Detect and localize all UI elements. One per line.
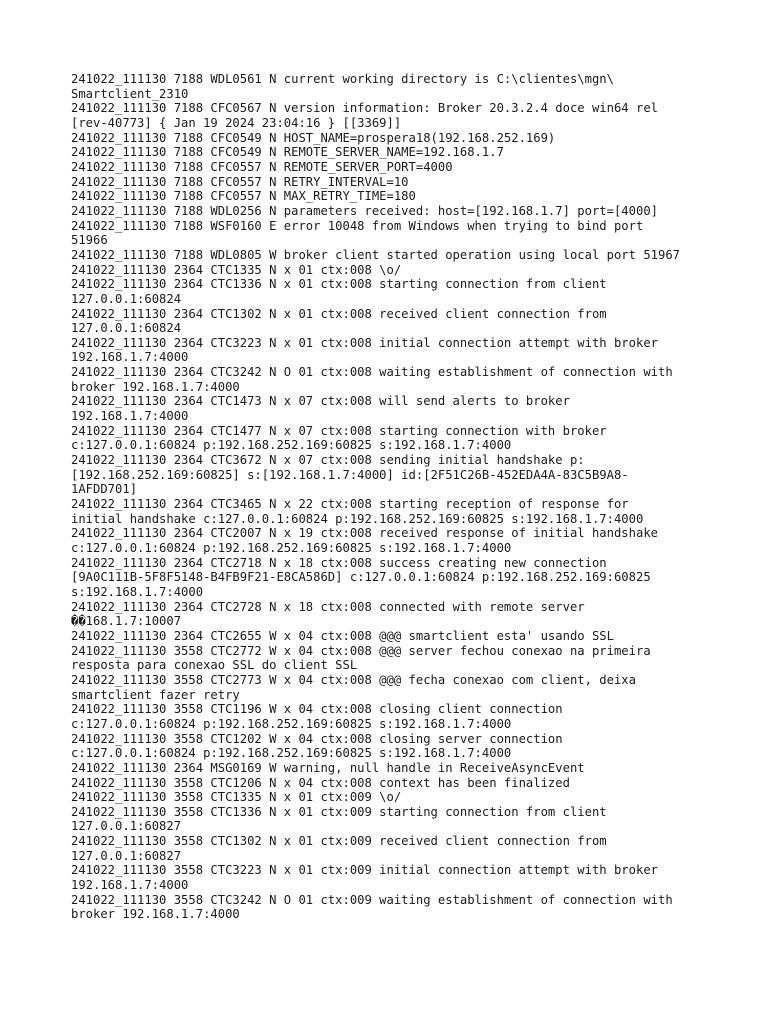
log-line: 241022_111130 7188 WDL0805 W broker client started operation using local port 51967 xyxy=(71,247,681,262)
log-line: 241022_111130 2364 CTC2007 N x 19 ctx:008 received response of initial handshake c:127.0.0.1:60824 p:192.168.252.169:60825 s:192.168.1.7:4000 xyxy=(71,526,658,555)
log-line: 241022_111130 2364 CTC2728 N x 18 ctx:008 connected with remote server ��168.1.7:10007 xyxy=(71,599,585,629)
log-line: 241022_111130 3558 CTC1336 N x 01 ctx:009 starting connection from client 127.0.0.1:60827 xyxy=(71,804,607,834)
log-line: 241022_111130 2364 MSG0169 W warning, null handle in ReceiveAsyncEvent xyxy=(71,760,585,775)
log-line: 241022_111130 3558 CTC1206 N x 04 ctx:008 context has been finalized xyxy=(71,775,570,790)
log-line: 241022_111130 7188 CFC0557 N RETRY_INTERVAL=10 xyxy=(71,174,409,189)
log-line: 241022_111130 2364 CTC1477 N x 07 ctx:008 starting connection with broker c:127.0.0.1:60824 p:192.168.252.169:60825 s:192.168.1.7:4000 xyxy=(71,423,607,453)
log-line: 241022_111130 3558 CTC2773 W x 04 ctx:008 @@@ fecha conexao com client, deixa smartclient fazer retry xyxy=(71,672,636,702)
log-line: 241022_111130 2364 CTC3242 N O 01 ctx:008 waiting establishment of connection with broker 192.168.1.7:4000 xyxy=(71,365,673,394)
log-line: 241022_111130 2364 CTC1335 N x 01 ctx:008 \o/ xyxy=(71,262,402,277)
log-line: 241022_111130 7188 CFC0567 N version information: Broker 20.3.2.4 doce win64 rel [rev-40773] { Jan 19 2024 23:04:16 } [[3369]] xyxy=(71,101,658,130)
log-document xyxy=(71,72,711,922)
log-line: 241022_111130 3558 CTC3242 N O 01 ctx:009 waiting establishment of connection with broker 192.168.1.7:4000 xyxy=(71,892,673,922)
log-line: 241022_111130 3558 CTC1302 N x 01 ctx:009 received client connection from 127.0.0.1:60827 xyxy=(71,834,607,863)
log-line: 241022_111130 2364 CTC2655 W x 04 ctx:008 @@@ smartclient esta' usando SSL xyxy=(71,628,614,643)
log-line: 241022_111130 7188 CFC0557 N MAX_RETRY_TIME=180 xyxy=(71,189,416,204)
log-line: 241022_111130 3558 CTC1335 N x 01 ctx:009 \o/ xyxy=(71,790,402,805)
log-line: 241022_111130 7188 CFC0549 N HOST_NAME=prospera18(192.168.252.169) xyxy=(71,130,556,145)
log-line: 241022_111130 2364 CTC1473 N x 07 ctx:008 will send alerts to broker 192.168.1.7:4000 xyxy=(71,394,570,424)
log-line: 241022_111130 2364 CTC3672 N x 07 ctx:008 sending initial handshake p: [192.168.252.169:60825] s:[192.168.1.7:4000] id:[2F51C26B-452EDA4A-83C5B9A8- 1AFDD701] xyxy=(71,453,629,497)
log-line: 241022_111130 7188 WSF0160 E error 10048 from Windows when trying to bind port 51966 xyxy=(71,218,644,248)
log-line: 241022_111130 7188 WDL0256 N parameters received: host=[192.168.1.7] port=[4000] xyxy=(71,203,658,218)
log-line: 241022_111130 3558 CTC2772 W x 04 ctx:008 @@@ server fechou conexao na primeira resposta para conexao SSL do client SSL xyxy=(71,643,651,673)
log-line: 241022_111130 2364 CTC3465 N x 22 ctx:008 starting reception of response for initial handshake c:127.0.0.1:60824 p:192.168.252.169:60825 s:192.168.1.7:4000 xyxy=(71,497,644,526)
log-line: 241022_111130 3558 CTC1202 W x 04 ctx:008 closing server connection c:127.0.0.1:60824 p:192.168.252.169:60825 s:192.168.1.7:4000 xyxy=(71,731,563,761)
log-line: 241022_111130 2364 CTC2718 N x 18 ctx:008 success creating new connection [9A0C111B-5F8F5148-B4FB9F21-E8CA586D] c:127.0.0.1:60824 p:192.168.252.169:60825 s:192.168.1.7:4000 xyxy=(71,555,651,599)
log-line: 241022_111130 7188 WDL0561 N current working directory is C:\clientes\mgn\ Smartclient_2310 xyxy=(71,72,614,101)
log-line: 241022_111130 3558 CTC1196 W x 04 ctx:008 closing client connection c:127.0.0.1:60824 p:192.168.252.169:60825 s:192.168.1.7:4000 xyxy=(71,702,563,731)
log-line: 241022_111130 2364 CTC1302 N x 01 ctx:008 received client connection from 127.0.0.1:60824 xyxy=(71,306,607,336)
log-line: 241022_111130 7188 CFC0557 N REMOTE_SERVER_PORT=4000 xyxy=(71,159,453,174)
log-line: 241022_111130 2364 CTC1336 N x 01 ctx:008 starting connection from client 127.0.0.1:60824 xyxy=(71,277,607,306)
log-line: 241022_111130 3558 CTC3223 N x 01 ctx:009 initial connection attempt with broker 192.168.1.7:4000 xyxy=(71,863,658,893)
log-line: 241022_111130 7188 CFC0549 N REMOTE_SERVER_NAME=192.168.1.7 xyxy=(71,145,504,160)
log-line: 241022_111130 2364 CTC3223 N x 01 ctx:008 initial connection attempt with broker 192.168.1.7:4000 xyxy=(71,335,658,365)
